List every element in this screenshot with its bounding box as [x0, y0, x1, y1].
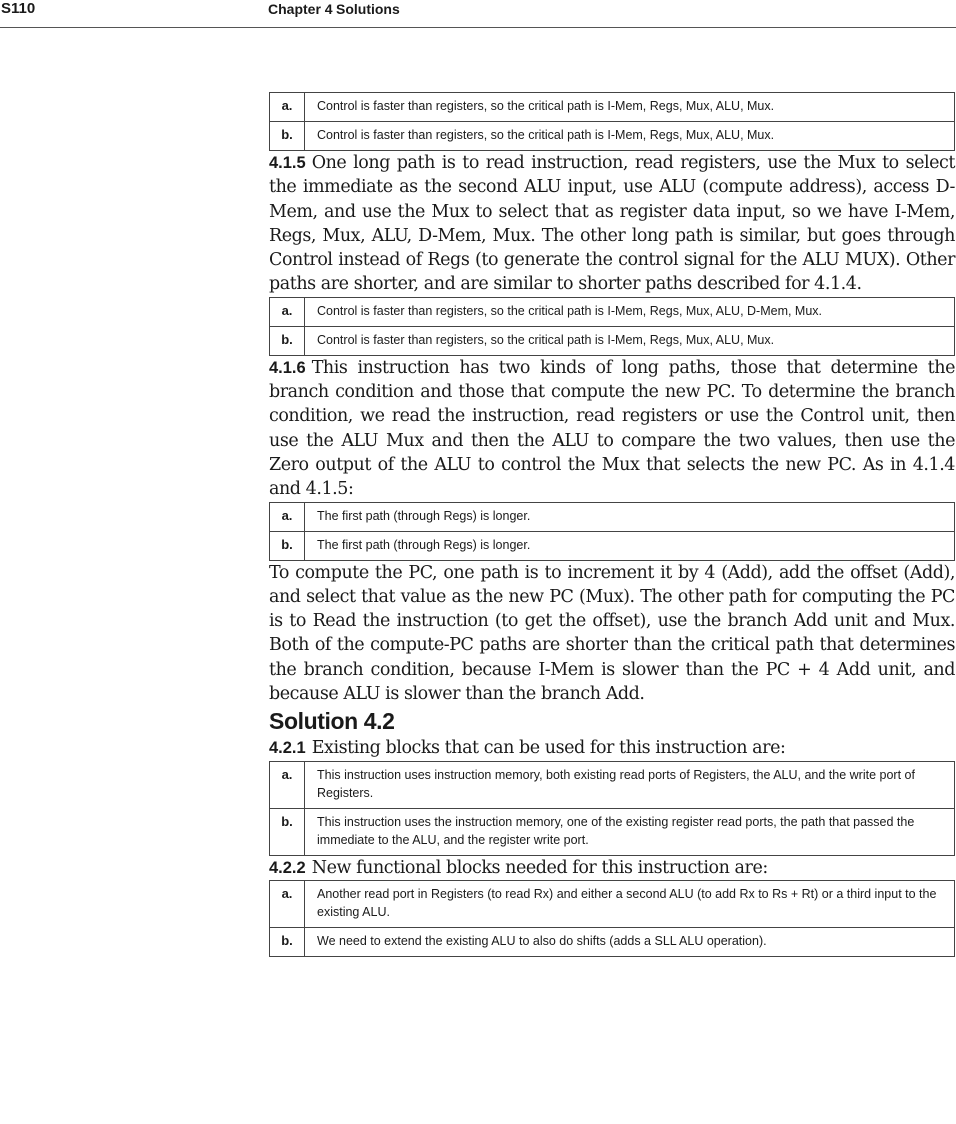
table-row — [270, 122, 955, 151]
chapter-label: Chapter 4 — [268, 1, 333, 17]
row-text: The first path (through Regs) is longer. — [305, 502, 955, 531]
table-row — [270, 927, 955, 956]
row-label: a. — [270, 502, 305, 531]
paragraph-4-1-5 — [269, 151, 955, 297]
row-label: b. — [270, 808, 305, 855]
row-text: Control is faster than registers, so the critical path is I-Mem, Regs, Mux, ALU, Mux. — [305, 93, 955, 122]
row-label: b. — [270, 122, 305, 151]
row-text: Control is faster than registers, so the critical path is I-Mem, Regs, Mux, ALU, D-Mem, Mux. — [305, 297, 955, 326]
answer-table-4-1-6 — [269, 502, 955, 561]
row-label: a. — [270, 93, 305, 122]
row-label: a. — [270, 880, 305, 927]
answer-table-4-1-4 — [269, 92, 955, 151]
row-text: Control is faster than registers, so the critical path is I-Mem, Regs, Mux, ALU, Mux. — [305, 122, 955, 151]
paragraph-text: New functional blocks needed for this instruction are: — [311, 857, 768, 878]
row-text: Control is faster than registers, so the critical path is I-Mem, Regs, Mux, ALU, Mux. — [305, 326, 955, 355]
table-row — [270, 880, 955, 927]
section-label: Solutions — [336, 1, 400, 17]
row-text: This instruction uses the instruction memory, one of the existing register read ports, the path that passed the immediate to the ALU, and the register write port. — [305, 808, 955, 855]
exercise-label: 4.1.6 — [269, 358, 306, 377]
paragraph-compute-pc: To compute the PC, one path is to increment it by 4 (Add), add the offset (Add), and select that value as the new PC (Mux). The other path for computing the PC is to Read the instruction (to get the offset), use the branch Add unit and Mux. Both of the compute-PC paths are shorter than the critical path that determines the branch condition, because I-Mem is slower than the PC + 4 Add unit, and because ALU is slower than the branch Add. — [269, 562, 955, 705]
paragraph-text: This instruction has two kinds of long paths, those that determine the branch condition and those that compute the new PC. To determine the branch condition, we read the instruction, read registers or use the Control unit, then use the ALU Mux and then the ALU to compare the two values, then use the Zero output of the ALU to control the Mux that selects the new PC. As in 4.1.4 and 4.1.5: — [269, 357, 955, 500]
row-text: This instruction uses instruction memory, both existing read ports of Registers, the ALU, and the write port of Registers. — [305, 761, 955, 808]
table-row — [270, 93, 955, 122]
table-row — [270, 808, 955, 855]
row-label: b. — [270, 531, 305, 560]
answer-table-4-1-5 — [269, 297, 955, 356]
row-text: We need to extend the existing ALU to also do shifts (adds a SLL ALU operation). — [305, 927, 955, 956]
row-text: The first path (through Regs) is longer. — [305, 531, 955, 560]
exercise-label: 4.1.5 — [269, 154, 306, 172]
table-row — [270, 502, 955, 531]
running-head — [0, 0, 956, 28]
row-label: a. — [270, 297, 305, 326]
solution-heading: Solution 4.2 — [269, 708, 395, 735]
paragraph-text: Existing blocks that can be used for this instruction are: — [311, 738, 786, 759]
row-label: b. — [270, 927, 305, 956]
row-text: Another read port in Registers (to read Rx) and either a second ALU (to add Rx to Rs + Rt) or a third input to the existing ALU. — [305, 880, 955, 927]
paragraph-4-1-6 — [269, 356, 955, 502]
row-label: a. — [270, 761, 305, 808]
table-row — [270, 297, 955, 326]
answer-table-4-2-1 — [269, 761, 955, 856]
exercise-label: 4.2.2 — [269, 858, 306, 877]
table-row — [270, 761, 955, 808]
paragraph-text: One long path is to read instruction, read registers, use the Mux to select the immediate as the second ALU input, use ALU (compute address), access D-Mem, and use the Mux to select that as register data input, so we have I-Mem, Regs, Mux, ALU, D-Mem, Mux. The other long path is similar, but goes through Control instead of Regs (to generate the control signal for the ALU MUX). Other paths are shorter, and are similar to shorter paths described for 4.1.4. — [269, 153, 955, 295]
table-row — [270, 326, 955, 355]
row-label: b. — [270, 326, 305, 355]
paragraph-4-2-1 — [269, 736, 955, 760]
page-content — [269, 92, 955, 957]
table-row — [270, 531, 955, 560]
page-number: S110 — [1, 0, 36, 17]
answer-table-4-2-2 — [269, 880, 955, 957]
paragraph-4-2-2 — [269, 856, 955, 880]
exercise-label: 4.2.1 — [269, 739, 306, 758]
